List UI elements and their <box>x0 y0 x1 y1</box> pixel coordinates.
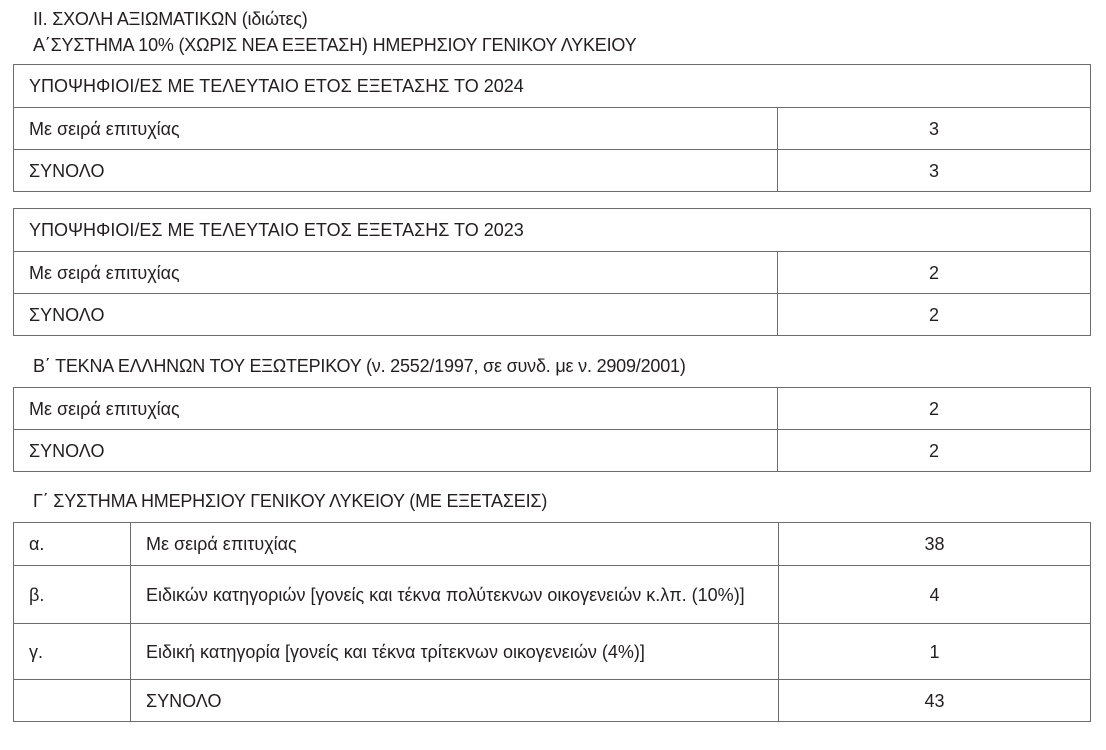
table-header-row <box>14 209 1091 252</box>
row-code: β. <box>14 566 131 624</box>
row-label: ΣΥΝΟΛΟ <box>14 294 778 336</box>
table-row <box>14 388 1091 430</box>
row-code: α. <box>14 523 131 566</box>
row-value: 2 <box>778 252 1091 294</box>
table-row-total <box>14 680 1091 722</box>
table-row <box>14 252 1091 294</box>
row-code <box>14 680 131 722</box>
row-label: Ειδική κατηγορία [γονείς και τέκνα τρίτεκνων οικογενειών (4%)] <box>131 624 779 680</box>
row-label: ΣΥΝΟΛΟ <box>14 430 778 472</box>
row-value: 38 <box>779 523 1091 566</box>
row-value: 4 <box>779 566 1091 624</box>
row-label: Με σειρά επιτυχίας <box>14 108 778 150</box>
row-label: Ειδικών κατηγοριών [γονείς και τέκνα πολύτεκνων οικογενειών κ.λπ. (10%)] <box>131 566 779 624</box>
table-title: ΥΠΟΨΗΦΙΟΙ/ΕΣ ΜΕ ΤΕΛΕΥΤΑΙΟ ΕΤΟΣ ΕΞΕΤΑΣΗΣ ΤΟ 2024 <box>14 65 1091 108</box>
row-value: 43 <box>779 680 1091 722</box>
section-a-heading: Α΄ΣΥΣΤΗΜΑ 10% (ΧΩΡΙΣ ΝΕΑ ΕΞΕΤΑΣΗ) ΗΜΕΡΗΣΙΟΥ ΓΕΝΙΚΟΥ ΛΥΚΕΙΟΥ <box>33 35 637 55</box>
row-value: 1 <box>779 624 1091 680</box>
school-heading: II. ΣΧΟΛΗ ΑΞΙΩΜΑΤΙΚΩΝ (ιδιώτες) <box>33 9 308 29</box>
row-value: 2 <box>778 294 1091 336</box>
row-label: Με σειρά επιτυχίας <box>131 523 779 566</box>
table-row <box>14 624 1091 680</box>
table-row-total <box>14 430 1091 472</box>
table-greeks-abroad <box>13 387 1091 472</box>
table-row-total <box>14 294 1091 336</box>
row-value: 2 <box>778 388 1091 430</box>
table-row <box>14 566 1091 624</box>
section-c-heading: Γ΄ ΣΥΣΤΗΜΑ ΗΜΕΡΗΣΙΟΥ ΓΕΝΙΚΟΥ ΛΥΚΕΙΟΥ (ΜΕ ΕΞΕΤΑΣΕΙΣ) <box>33 491 548 511</box>
table-row-total <box>14 150 1091 192</box>
table-row <box>14 523 1091 566</box>
table-exam-system <box>13 522 1091 722</box>
row-label: Με σειρά επιτυχίας <box>14 388 778 430</box>
section-b-heading: Β΄ ΤΕΚΝΑ ΕΛΛΗΝΩΝ ΤΟΥ ΕΞΩΤΕΡΙΚΟΥ (ν. 2552/1997, σε συνδ. με ν. 2909/2001) <box>33 356 686 376</box>
row-code: γ. <box>14 624 131 680</box>
table-title: ΥΠΟΨΗΦΙΟΙ/ΕΣ ΜΕ ΤΕΛΕΥΤΑΙΟ ΕΤΟΣ ΕΞΕΤΑΣΗΣ ΤΟ 2023 <box>14 209 1091 252</box>
table-2024 <box>13 64 1091 192</box>
row-label: ΣΥΝΟΛΟ <box>131 680 779 722</box>
row-label: ΣΥΝΟΛΟ <box>14 150 778 192</box>
table-row <box>14 108 1091 150</box>
table-header-row <box>14 65 1091 108</box>
table-2023 <box>13 208 1091 336</box>
row-label: Με σειρά επιτυχίας <box>14 252 778 294</box>
row-value: 3 <box>778 150 1091 192</box>
row-value: 2 <box>778 430 1091 472</box>
row-value: 3 <box>778 108 1091 150</box>
